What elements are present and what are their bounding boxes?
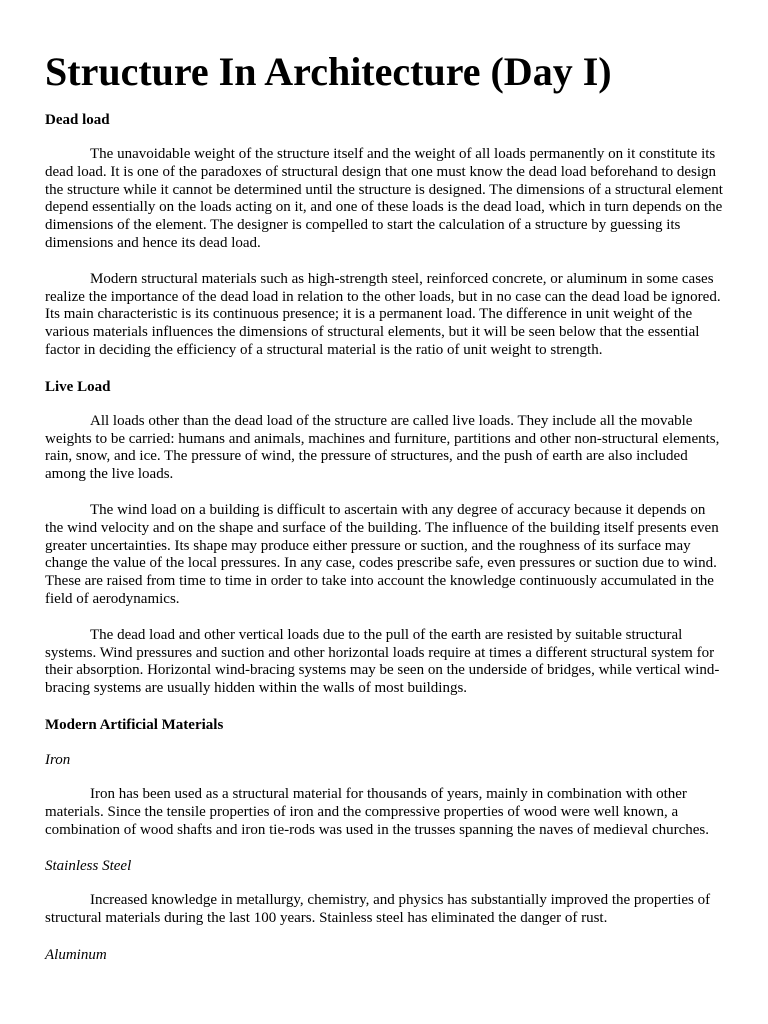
subheading-iron: Iron	[45, 751, 71, 768]
subheading-aluminum: Aluminum	[45, 946, 107, 963]
paragraph: The wind load on a building is difficult to ascertain with any degree of accuracy because it depends on the wind velocity and on the shape and surface of the building. The influence of the building itself presents even greater uncertainties. Its shape may produce either pressure or suction, and the roughness of its surface may change the value of the local pressures. In any case, codes prescribe safe, even pressures or suction due to wind. These are raised from time to time in order to take into account the knowledge continuously accumulated in the field of aerodynamics.	[45, 501, 719, 607]
page-title: Structure In Architecture (Day I)	[45, 49, 612, 94]
paragraph: Modern structural materials such as high-strength steel, reinforced concrete, or aluminum in some cases realize the importance of the dead load in relation to the other loads, but in no case can the dead load be ignored. Its main characteristic is its continuous presence; it is a permanent load. The difference in unit weight of the various materials influences the dimensions of structural elements, but it will be seen below that the essential factor in deciding the efficiency of a structural material is the ratio of unit weight to strength.	[45, 270, 721, 358]
document-page	[45, 48, 725, 981]
paragraph: The unavoidable weight of the structure itself and the weight of all loads permanently on it constitute its dead load. It is one of the paradoxes of structural design that one must know the dead load beforehand to design the structure while it cannot be determined until the structure is designed. The dimensions of a structural element depend essentially on the loads acting on it, and one of these loads is the dead load, which in turn depends on the dimensions of the element. The designer is compelled to start the calculation of a structure by guessing its dimensions and hence its dead load.	[45, 146, 723, 251]
subheading-stainless-steel: Stainless Steel	[45, 858, 132, 875]
section-heading-dead-load: Dead load	[45, 112, 110, 128]
paragraph: The dead load and other vertical loads due to the pull of the earth are resisted by suitable structural systems. Wind pressures and suction and other horizontal loads require at times a different structural system for their absorption. Horizontal wind-bracing systems may be seen on the underside of bridges, while vertical wind-bracing systems are usually hidden within the walls of most buildings.	[45, 626, 720, 697]
section-heading-materials: Modern Artificial Materials	[45, 716, 224, 733]
paragraph: All loads other than the dead load of the structure are called live loads. They include all the movable weights to be carried: humans and animals, machines and furniture, partitions and other non-structural elements, rain, snow, and ice. The pressure of wind, the pressure of structures, and the push of earth are also included among the live loads.	[45, 412, 720, 483]
paragraph: Iron has been used as a structural material for thousands of years, mainly in combination with other materials. Since the tensile properties of iron and the compressive properties of wood were well known, a combination of wood shafts and iron tie-rods was used in the trusses spanning the naves of medieval churches.	[45, 785, 710, 838]
section-heading-live-load: Live Load	[45, 378, 111, 395]
paragraph: Increased knowledge in metallurgy, chemistry, and physics has substantially improved the properties of structural materials during the last 100 years. Stainless steel has eliminated the danger of rust.	[45, 892, 711, 927]
